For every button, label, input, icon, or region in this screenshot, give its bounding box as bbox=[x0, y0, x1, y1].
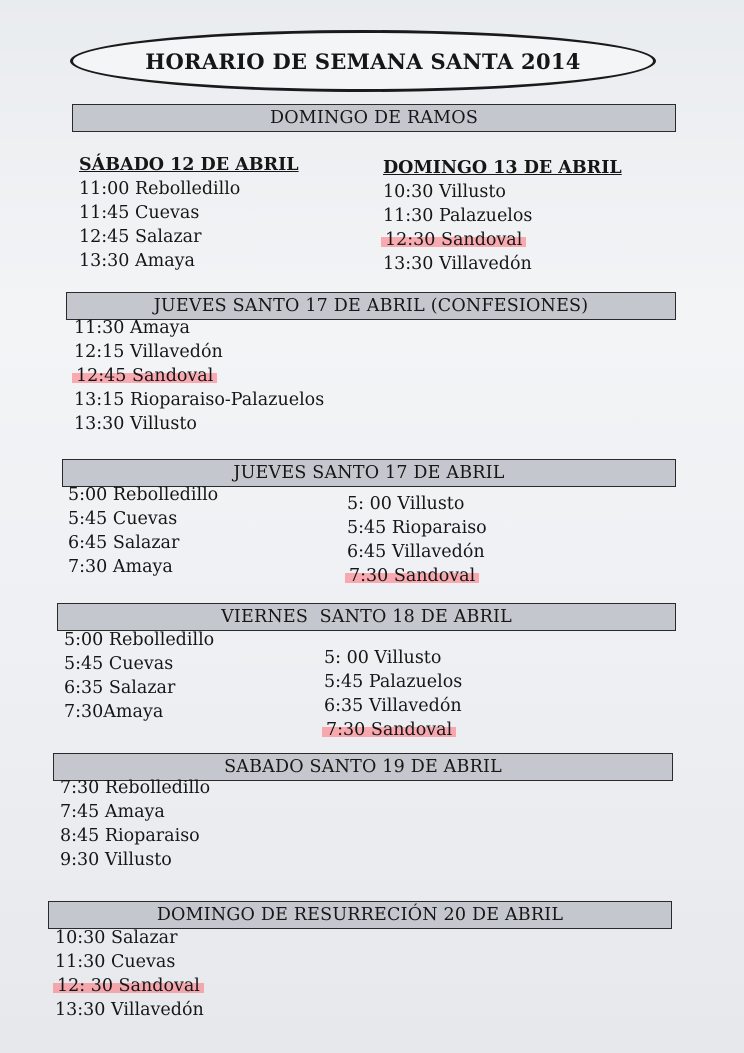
list-item: 13:30 Villusto bbox=[74, 414, 197, 434]
list-item: 7:30 Rebolledillo bbox=[60, 778, 211, 798]
list-item: 11:30 Cuevas bbox=[55, 952, 176, 972]
list-item: 5:00 Rebolledillo bbox=[64, 630, 215, 650]
list-item-highlighted bbox=[383, 228, 622, 252]
list-item: 6:35 Villavedón bbox=[324, 696, 462, 716]
list-item: 13:15 Rioparaiso-Palazuelos bbox=[74, 390, 325, 410]
section-header-jueves-confesiones-text: JUEVES SANTO 17 DE ABRIL (CONFESIONES) bbox=[153, 296, 589, 316]
list-item-highlighted bbox=[55, 974, 204, 998]
section-header-viernes-text: VIERNES SANTO 18 DE ABRIL bbox=[221, 607, 512, 627]
list-item: 12:45 Salazar bbox=[79, 227, 202, 247]
section-header-ramos bbox=[72, 104, 676, 132]
highlighted-entry: 12:45 Sandoval bbox=[72, 366, 217, 386]
section-header-resurreccion-text: DOMINGO DE RESURRECIÓN 20 DE ABRIL bbox=[156, 905, 564, 925]
list-item: 5:45 Cuevas bbox=[68, 509, 178, 529]
list-item: 6:35 Salazar bbox=[64, 678, 176, 698]
list-item: 8:45 Rioparaiso bbox=[60, 826, 200, 846]
list-item: 11:45 Cuevas bbox=[79, 203, 200, 223]
list-item: 7:45 Amaya bbox=[60, 802, 165, 822]
list-item: 5: 00 Villusto bbox=[324, 648, 442, 668]
list-item: 13:30 Villavedón bbox=[55, 1000, 204, 1020]
list-item: 5:45 Palazuelos bbox=[324, 672, 463, 692]
ramos-left-header: SÁBADO 12 DE ABRIL bbox=[79, 155, 299, 175]
list-item-highlighted bbox=[347, 564, 487, 588]
list-item-highlighted bbox=[324, 718, 462, 742]
list-item: 13:30 Villavedón bbox=[383, 254, 532, 274]
list-item: 5: 00 Villusto bbox=[347, 494, 465, 514]
jueves-left-column bbox=[68, 483, 218, 579]
list-item: 12:15 Villavedón bbox=[74, 342, 223, 362]
list-item: 5:00 Rebolledillo bbox=[68, 485, 219, 505]
highlighted-entry: 12:30 Sandoval bbox=[381, 230, 526, 250]
highlighted-entry: 12: 30 Sandoval bbox=[53, 976, 204, 996]
list-item: 11:30 Palazuelos bbox=[383, 206, 533, 226]
viernes-right-column bbox=[324, 646, 462, 742]
section-header-sabado-text: SABADO SANTO 19 DE ABRIL bbox=[224, 757, 502, 777]
viernes-left-column bbox=[64, 628, 214, 724]
ramos-right-column bbox=[383, 156, 622, 276]
jueves-right-column bbox=[347, 492, 487, 588]
section-header-jueves-text: JUEVES SANTO 17 DE ABRIL bbox=[233, 463, 505, 483]
list-item-highlighted bbox=[74, 364, 324, 388]
list-item: 6:45 Salazar bbox=[68, 533, 180, 553]
list-item: 10:30 Villusto bbox=[383, 182, 506, 202]
list-item: 11:30 Amaya bbox=[74, 318, 190, 338]
page-title bbox=[70, 30, 656, 92]
list-item: 6:45 Villavedón bbox=[347, 542, 485, 562]
list-item: 5:45 Cuevas bbox=[64, 654, 174, 674]
section-header-ramos-text: DOMINGO DE RAMOS bbox=[269, 108, 479, 128]
list-item: 7:30Amaya bbox=[64, 702, 164, 722]
section-header-resurreccion bbox=[48, 901, 672, 929]
list-item: 13:30 Amaya bbox=[79, 251, 195, 271]
list-item: 7:30 Amaya bbox=[68, 557, 173, 577]
list-item: 5:45 Rioparaiso bbox=[347, 518, 487, 538]
list-item: 9:30 Villusto bbox=[60, 850, 172, 870]
section-header-viernes bbox=[57, 603, 676, 631]
highlighted-entry: 7:30 Sandoval bbox=[322, 720, 456, 740]
highlighted-entry: 7:30 Sandoval bbox=[345, 566, 479, 586]
sabado-column bbox=[60, 776, 210, 872]
list-item: 11:00 Rebolledillo bbox=[79, 179, 241, 199]
page-title-text: HORARIO DE SEMANA SANTA 2014 bbox=[145, 48, 581, 74]
resurreccion-column bbox=[55, 926, 204, 1022]
jueves-confesiones-column bbox=[74, 316, 324, 436]
ramos-right-header: DOMINGO 13 DE ABRIL bbox=[383, 158, 622, 178]
ramos-left-column bbox=[79, 153, 299, 273]
list-item: 10:30 Salazar bbox=[55, 928, 178, 948]
